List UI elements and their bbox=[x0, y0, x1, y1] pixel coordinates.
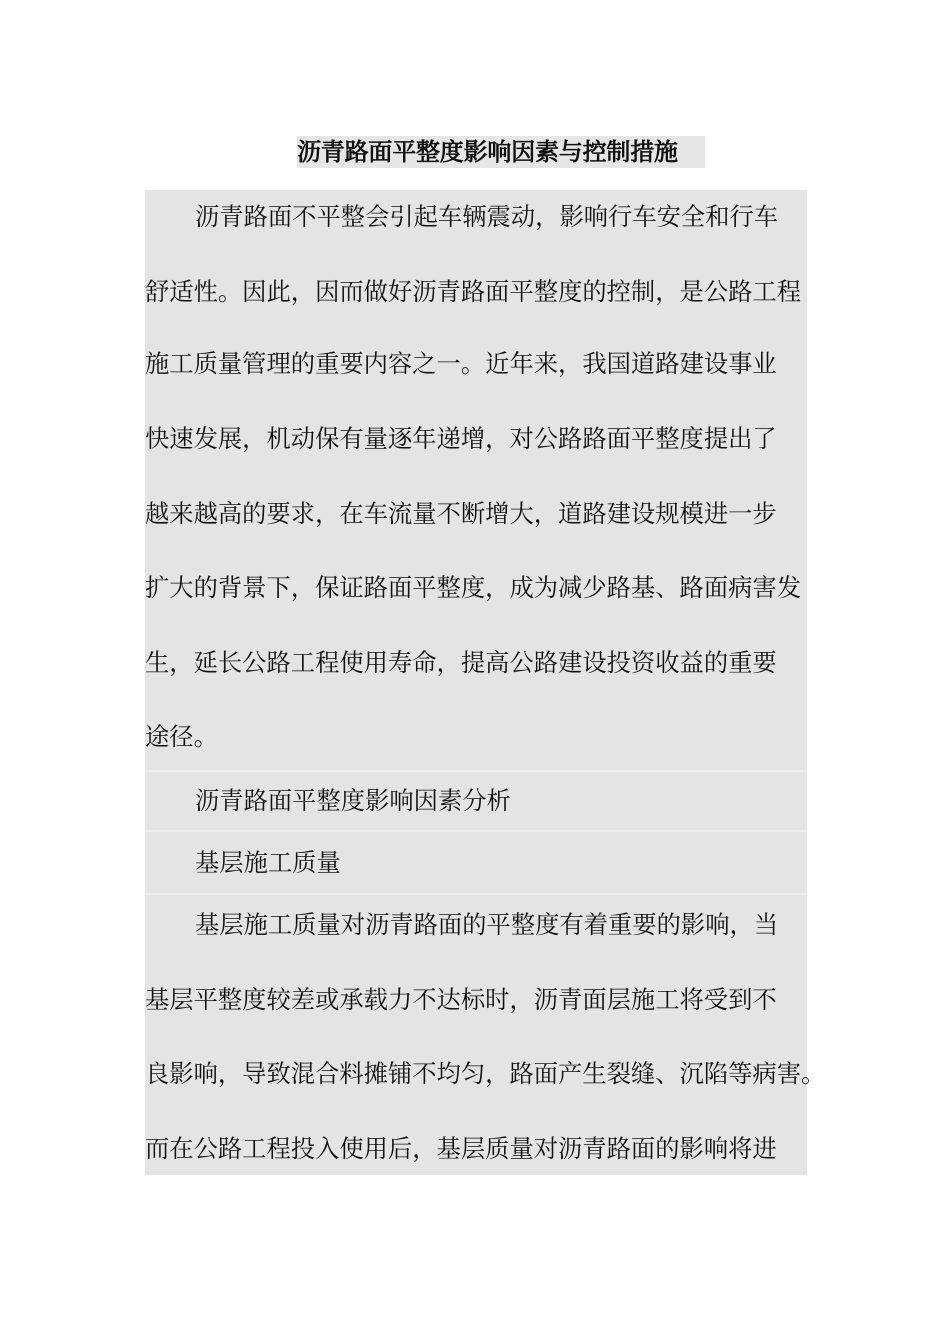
paragraph-line: 良影响，导致混合料摊铺不均匀，路面产生裂缝、沉陷等病害。 bbox=[145, 1059, 826, 1088]
document-body bbox=[145, 190, 826, 1175]
paragraph-line: 扩大的背景下，保证路面平整度，成为减少路基、路面病害发 bbox=[145, 573, 802, 602]
section-heading: 沥青路面平整度影响因素分析 bbox=[195, 786, 511, 815]
paragraph-line: 沥青路面不平整会引起车辆震动，影响行车安全和行车 bbox=[195, 202, 779, 231]
paragraph-line: 而在公路工程投入使用后，基层质量对沥青路面的影响将进 bbox=[145, 1134, 777, 1163]
line-divider bbox=[145, 770, 807, 772]
paragraph-line: 途径。 bbox=[145, 722, 218, 751]
document-title: 沥青路面平整度影响因素与控制措施 bbox=[297, 136, 705, 168]
paragraph-line: 生，延长公路工程使用寿命，提高公路建设投资收益的重要 bbox=[145, 648, 777, 677]
subsection-heading: 基层施工质量 bbox=[195, 848, 341, 877]
paragraph-line: 基层平整度较差或承载力不达标时，沥青面层施工将受到不 bbox=[145, 985, 777, 1014]
line-divider bbox=[145, 830, 807, 832]
paragraph-line: 越来越高的要求，在车流量不断增大，道路建设规模进一步 bbox=[145, 499, 777, 528]
paragraph-line: 快速发展，机动保有量逐年递增，对公路路面平整度提出了 bbox=[145, 424, 777, 453]
paragraph-line: 施工质量管理的重要内容之一。近年来，我国道路建设事业 bbox=[145, 349, 777, 378]
line-divider bbox=[145, 893, 807, 895]
paragraph-line: 舒适性。因此，因而做好沥青路面平整度的控制，是公路工程 bbox=[145, 277, 802, 306]
paragraph-line: 基层施工质量对沥青路面的平整度有着重要的影响，当 bbox=[195, 910, 779, 939]
